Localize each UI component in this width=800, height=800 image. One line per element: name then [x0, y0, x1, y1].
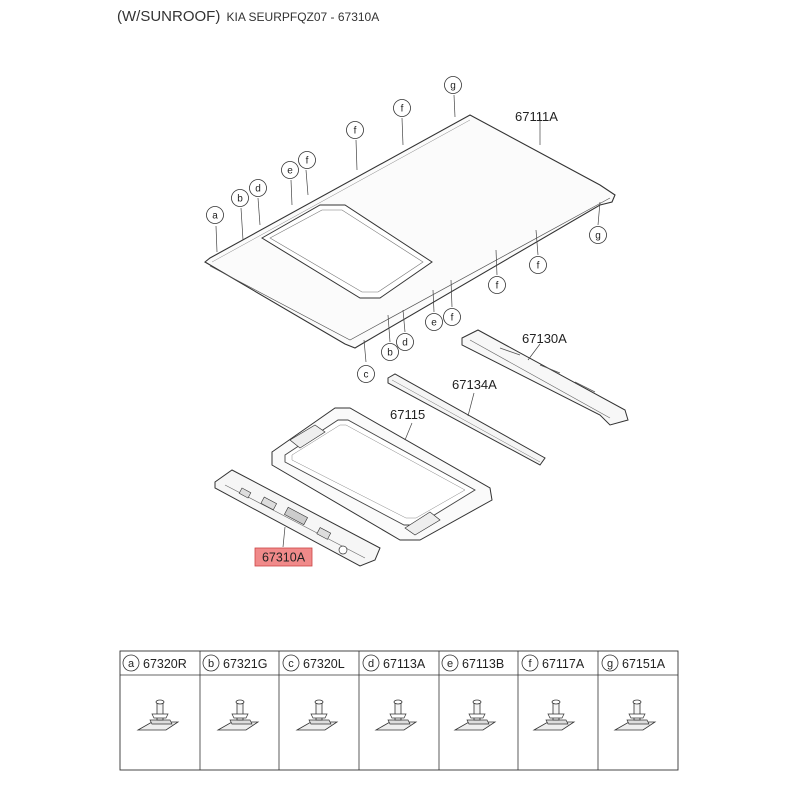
svg-text:67117A: 67117A: [542, 657, 585, 671]
svg-text:g: g: [450, 80, 456, 92]
svg-text:67310A: 67310A: [261, 550, 306, 565]
callout-f: [489, 277, 506, 294]
label-sunroof-frame: 67115: [390, 407, 426, 422]
svg-text:a: a: [212, 210, 218, 222]
callout-d: [250, 180, 267, 197]
svg-text:g: g: [595, 230, 601, 242]
callout-a: [207, 207, 224, 224]
svg-text:67321G: 67321G: [223, 657, 268, 671]
svg-text:f: f: [536, 260, 540, 272]
svg-text:d: d: [255, 183, 261, 195]
callout-f: [299, 152, 316, 169]
svg-text:b: b: [237, 193, 243, 205]
callout-g: [445, 77, 462, 94]
svg-text:f: f: [400, 103, 404, 115]
roof-panel: [205, 115, 615, 348]
svg-text:f: f: [528, 658, 532, 670]
svg-text:g: g: [606, 658, 614, 670]
callout-b: [382, 344, 399, 361]
fastener-legend-table: [120, 651, 678, 770]
svg-text:67320R: 67320R: [143, 657, 187, 671]
callout-d: [397, 334, 414, 351]
callout-b: [232, 190, 249, 207]
svg-text:f: f: [495, 280, 499, 292]
svg-text:d: d: [367, 658, 375, 670]
svg-text:67320L: 67320L: [303, 657, 345, 671]
header-model-ref: KIA SEURPFQZ07 - 67310A: [226, 10, 380, 24]
svg-text:e: e: [287, 165, 293, 177]
callout-f: [347, 122, 364, 139]
callout-f: [530, 257, 547, 274]
label-roof-panel: 67111A: [515, 109, 558, 124]
svg-text:f: f: [353, 125, 357, 137]
svg-text:67113B: 67113B: [462, 657, 505, 671]
callout-c: [358, 366, 375, 383]
callout-g: [590, 227, 607, 244]
svg-text:c: c: [363, 369, 369, 381]
label-front-rail: 67130A: [522, 331, 567, 346]
svg-text:a: a: [127, 658, 135, 670]
svg-text:f: f: [305, 155, 309, 167]
callout-f: [444, 309, 461, 326]
svg-text:e: e: [431, 317, 437, 329]
label-rear-rail-highlight: [255, 548, 312, 566]
svg-text:e: e: [446, 658, 454, 670]
svg-text:b: b: [207, 658, 215, 670]
svg-text:b: b: [387, 347, 393, 359]
svg-text:67151A: 67151A: [622, 657, 666, 671]
label-center-rail: 67134A: [452, 377, 497, 392]
callout-e: [426, 314, 443, 331]
svg-text:d: d: [402, 337, 408, 349]
svg-text:f: f: [450, 312, 454, 324]
callout-f: [394, 100, 411, 117]
header-condition: (W/SUNROOF): [117, 8, 221, 25]
callout-e: [282, 162, 299, 179]
svg-text:67113A: 67113A: [383, 657, 426, 671]
svg-text:c: c: [288, 658, 294, 670]
